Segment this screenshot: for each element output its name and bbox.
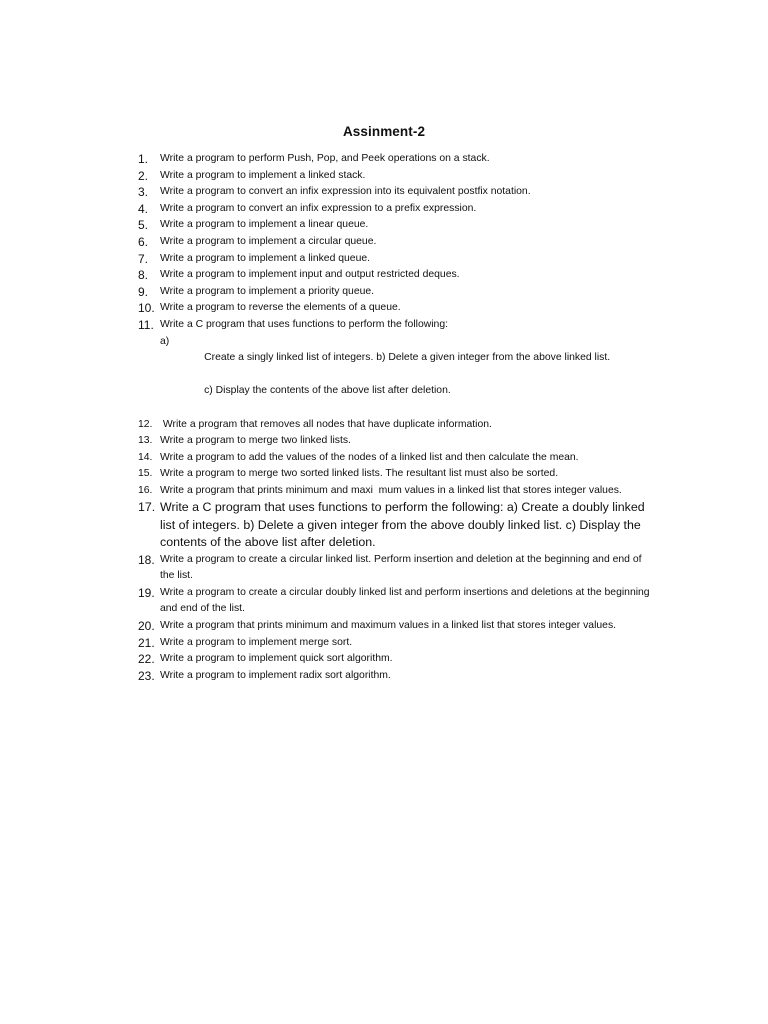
item-number: 17. xyxy=(138,500,156,515)
list-item-21 xyxy=(138,635,658,652)
list-item-13 xyxy=(138,433,658,450)
subitem-line-1: Create a singly linked list of integers. b) Delete a given integer from the above linked list. xyxy=(204,352,611,364)
item-text: Write a program to implement a linear queue. xyxy=(160,219,369,231)
item-number: 16. xyxy=(138,484,153,496)
item-text: Write a program to merge two sorted linked lists. The resultant list must also be sorted. xyxy=(160,468,559,480)
item-number: 8. xyxy=(138,268,149,283)
item-number: 3. xyxy=(138,185,149,200)
item-text: Write a C program that uses functions to perform the following: xyxy=(160,318,448,330)
list-item-4 xyxy=(138,201,658,218)
list-item-7 xyxy=(138,251,658,268)
list-item-11-subitem xyxy=(138,334,658,417)
item-number: 4. xyxy=(138,201,149,216)
item-number: 19. xyxy=(138,585,155,600)
item-text: Write a program to implement a circular queue. xyxy=(160,235,377,247)
item-number: 11. xyxy=(138,317,154,332)
list-item-19 xyxy=(138,585,658,618)
list-item-10 xyxy=(138,300,658,317)
list-item-11 xyxy=(138,317,658,334)
item-number: 15. xyxy=(138,468,153,480)
subitem-letter: a) xyxy=(160,335,170,347)
list-item-2 xyxy=(138,168,658,185)
item-text: Write a program to reverse the elements of a queue. xyxy=(160,302,401,314)
list-item-8 xyxy=(138,267,658,284)
item-text: Write a C program that uses functions to perform the following: a) Create a doubly linked list of integers. b) Delete a given integer from the above doubly linked list. c) Display the contents of the above list after deletion. xyxy=(160,500,649,550)
item-number: 6. xyxy=(138,234,149,249)
list-item-6 xyxy=(138,234,658,251)
item-number: 22. xyxy=(138,652,155,667)
item-text: Write a program to merge two linked lists. xyxy=(160,435,351,447)
item-number: 13. xyxy=(138,435,153,447)
list-item-1 xyxy=(138,151,658,168)
list-item-3 xyxy=(138,184,658,201)
list-item-20 xyxy=(138,618,658,635)
list-item-17 xyxy=(138,499,658,551)
item-text: Write a program to implement a linked stack. xyxy=(160,169,366,181)
item-number: 2. xyxy=(138,168,149,183)
item-number: 5. xyxy=(138,218,149,233)
item-text: Write a program that removes all nodes that have duplicate information. xyxy=(160,418,492,430)
item-text: Write a program to convert an infix expression into its equivalent postfix notation. xyxy=(160,186,531,198)
item-number: 10. xyxy=(138,301,155,316)
list-item-12 xyxy=(138,417,658,434)
item-text: Write a program to add the values of the nodes of a linked list and then calculate the mean. xyxy=(160,451,579,463)
item-number: 23. xyxy=(138,668,155,683)
item-text: Write a program to implement a priority queue. xyxy=(160,285,375,297)
list-item-16 xyxy=(138,483,658,500)
item-text: Write a program to implement a linked queue. xyxy=(160,252,371,264)
item-text: Write a program to implement radix sort algorithm. xyxy=(160,669,391,681)
item-text: Write a program to implement merge sort. xyxy=(160,636,353,648)
list-item-18 xyxy=(138,552,658,585)
item-text: Write a program to convert an infix expression to a prefix expression. xyxy=(160,202,477,214)
item-text: Write a program to perform Push, Pop, and Peek operations on a stack. xyxy=(160,153,490,164)
item-text: Write a program to implement quick sort algorithm. xyxy=(160,653,393,665)
item-number: 20. xyxy=(138,619,155,634)
subitem-line-2: c) Display the contents of the above list after deletion. xyxy=(204,385,451,397)
item-number: 21. xyxy=(138,635,155,650)
item-number: 9. xyxy=(138,284,149,299)
list-item-22 xyxy=(138,651,658,668)
item-text: Write a program that prints minimum and maximum values in a linked list that stores integer values. xyxy=(160,620,617,632)
document-title: Assinment-2 xyxy=(342,124,426,139)
item-number: 1. xyxy=(138,152,149,166)
item-number: 7. xyxy=(138,251,149,266)
item-text: Write a program to create a circular linked list. Perform insertion and deletion at the beginning and end of the list. xyxy=(160,553,645,582)
list-item-23 xyxy=(138,668,658,685)
item-number: 18. xyxy=(138,552,155,567)
list-item-9 xyxy=(138,284,658,301)
list-item-15 xyxy=(138,466,658,483)
item-text: Write a program to implement input and output restricted deques. xyxy=(160,269,460,281)
item-text: Write a program that prints minimum and maxi mum values in a linked list that stores integer values. xyxy=(160,484,622,496)
item-number: 12. xyxy=(138,418,153,430)
list-item-5 xyxy=(138,217,658,234)
item-number: 14. xyxy=(138,451,153,463)
list-item-14 xyxy=(138,450,658,467)
item-text: Write a program to create a circular doubly linked list and perform insertions and deletions at the beginning and end of the list. xyxy=(160,586,653,615)
assignment-list xyxy=(138,151,658,684)
